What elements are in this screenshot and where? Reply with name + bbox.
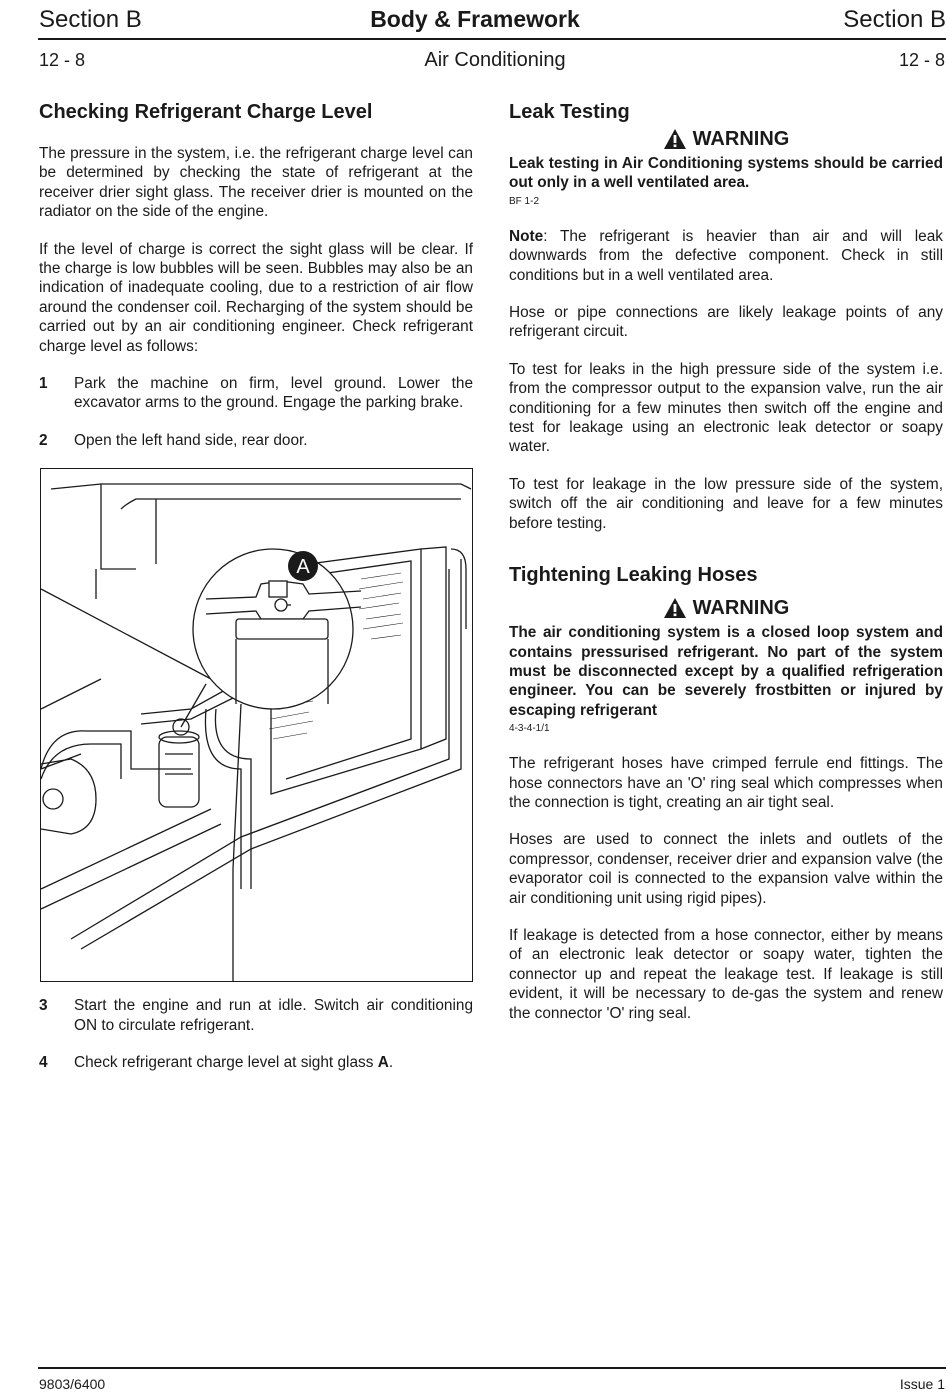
step-text-end: . (388, 1054, 394, 1072)
step-1 (39, 374, 473, 413)
step-number: 3 (39, 997, 48, 1015)
step-text: Park the machine on firm, level ground. Lower the excavator arms to the ground. Engage the parking brake. (74, 375, 473, 412)
paragraph-charge: If the level of charge is correct the sight glass will be clear. If the charge is low bubbles will be seen. Bubbles may also be an indication of inadequate cooling, due to a restriction of air flow around the condenser coil. Recharging of the system should be carried out by an air conditioning engineer. Check refrigerant charge level as follows: (39, 240, 473, 355)
note-label: Note (509, 227, 544, 245)
section-heading-leak-testing: Leak Testing (509, 101, 630, 123)
step-number: 4 (39, 1054, 48, 1072)
reference-code-2: 4-3-4-1/1 (509, 723, 550, 735)
footer-document-number: 9803/6400 (39, 1376, 106, 1392)
warning-label: WARNING (692, 127, 790, 150)
header-section-right: Section B (843, 6, 946, 33)
paragraph-crimped: The refrigerant hoses have crimped ferrule end fittings. The hose connectors have an 'O' ring seal which compresses when the connection is tight, creating an air tight seal. (509, 755, 943, 811)
sight-glass-label: A (377, 1054, 389, 1072)
paragraph-low-pressure: To test for leakage in the low pressure side of the system, switch off the air conditioning and leave for a few minutes before testing. (509, 475, 943, 532)
warning-label: WARNING (692, 596, 790, 619)
paragraph-leak-detected: If leakage is detected from a hose connector, either by means of an electronic leak detector or soapy water, tighten the connector up and repeat the leakage test. If leakage is still evident, it will be necessary to de-gas the system and renew the connector 'O' ring seal. (509, 926, 943, 1022)
step-2 (39, 431, 473, 450)
header-rule (38, 38, 946, 40)
warning-triangle-icon (663, 597, 687, 619)
step-text: Start the engine and run at idle. Switch air conditioning ON to circulate refrigerant. (74, 997, 473, 1034)
paragraph-hoses-used: Hoses are used to connect the inlets and outlets of the compressor, condenser, receiver drier and expansion valve (the evaporator coil is connected to the expansion valve within the air conditioning unit using rigid pipes). (509, 831, 943, 907)
header-page-right: 12 - 8 (898, 50, 945, 70)
warning-header-2 (509, 595, 943, 621)
callout-a: A (296, 556, 310, 579)
step-3 (39, 996, 473, 1035)
step-text (74, 1053, 473, 1072)
step-number: 1 (39, 375, 48, 393)
warning-text-2: The air conditioning system is a closed loop system and contains pressurised refrigerant. No part of the system must be disconnected except by a qualified refrigeration engineer. You can be severely frostbitten or injured by escaping refrigerant (509, 624, 943, 719)
paragraph-hose: Hose or pipe connections are likely leakage points of any refrigerant circuit. (509, 304, 943, 341)
paragraph-high-pressure: To test for leaks in the high pressure side of the system i.e. from the compressor output to the expansion valve, run the air conditioning for a few minutes then switch off the engine and test for leakage using an electronic leak detector or soapy water. (509, 360, 943, 456)
footer-rule (38, 1367, 946, 1369)
step-4 (39, 1053, 473, 1072)
section-heading-charge-level: Checking Refrigerant Charge Level (39, 101, 373, 123)
receiver-drier-illustration (40, 468, 473, 982)
footer-issue: Issue 1 (899, 1376, 945, 1392)
warning-triangle-icon (663, 128, 687, 150)
warning-text-1: Leak testing in Air Conditioning systems should be carried out only in a well ventilated area. (509, 155, 943, 192)
header-title: Body & Framework (370, 6, 580, 32)
section-heading-tightening: Tightening Leaking Hoses (509, 564, 758, 587)
paragraph-pressure: The pressure in the system, i.e. the refrigerant charge level can be determined by checking the state of refrigerant at the receiver drier sight glass. The receiver drier is mounted on the radiator on the side of the engine. (39, 145, 473, 221)
step-number: 2 (39, 431, 48, 449)
warning-header-1 (509, 126, 943, 152)
left-column (39, 100, 473, 1091)
step-text: Open the left hand side, rear door. (74, 431, 308, 449)
header-section-left: Section B (39, 6, 142, 33)
step-text-main: Check refrigerant charge level at sight glass (74, 1054, 378, 1072)
header-page-left: 12 - 8 (39, 50, 86, 70)
reference-code-1: BF 1-2 (509, 195, 540, 207)
note-text: : The refrigerant is heavier than air and will leak downwards from the defective component. Check in still conditions but in a well ventilated area. (509, 227, 943, 284)
right-column (509, 100, 943, 1041)
paragraph-note (509, 227, 943, 285)
header-subtitle: Air Conditioning (424, 49, 566, 71)
